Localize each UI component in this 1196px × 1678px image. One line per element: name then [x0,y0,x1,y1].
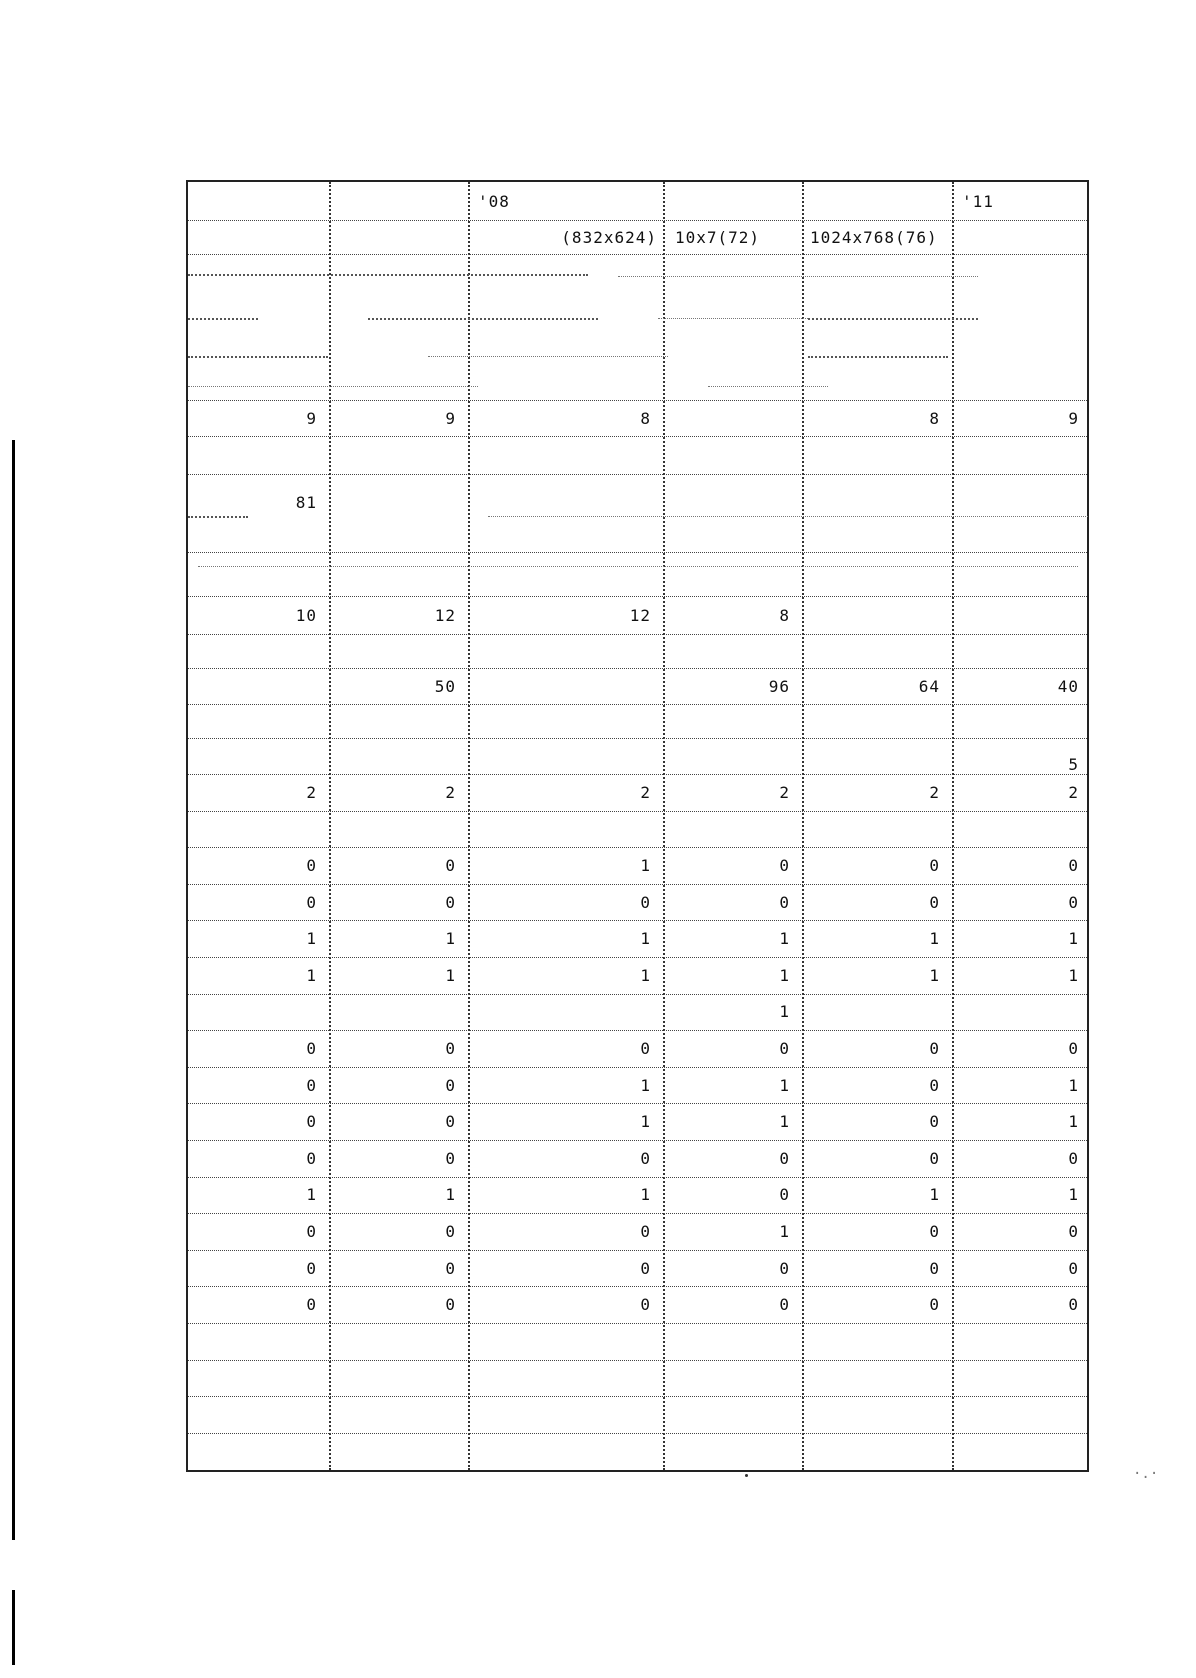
grid-cell: 0 [445,1148,456,1168]
grid-cell: 1 [1068,1112,1079,1132]
grid-cell: 0 [640,1258,651,1278]
data-row [188,474,1087,512]
resolution-cell: (832x624) [561,227,657,247]
grid-cell: 1 [445,1185,456,1205]
grid-row [188,1360,1087,1398]
grid-cell: 0 [306,1148,317,1168]
faded-row [188,552,1087,597]
grid-cell: 0 [445,855,456,875]
grid-cell: 2 [1068,782,1079,802]
value-cell: 9 [445,408,456,428]
faded-row [188,634,1087,669]
grid-cell: 0 [779,1185,790,1205]
grid-row [188,1030,1087,1068]
grid-row [188,957,1087,995]
grid-row [188,884,1087,922]
faded-text [188,274,588,276]
grid-cell [952,1323,1091,1360]
grid-row [188,1323,1087,1361]
grid-cell [802,1360,952,1397]
grid-cell: 1 [779,1221,790,1241]
grid-cell [663,1396,802,1433]
faded-text [188,356,328,358]
value-cell: 8 [779,605,790,625]
grid-cell: 0 [779,1295,790,1315]
grid-cell [802,1396,952,1433]
grid-cell: 0 [445,1038,456,1058]
grid-row [188,1213,1087,1251]
grid-cell: 0 [306,892,317,912]
year-cell: '08 [478,191,510,211]
grid-cell [329,1323,468,1360]
grid-row [188,774,1087,812]
faded-text [808,318,978,320]
faded-text [188,516,248,518]
value-cell: 9 [306,408,317,428]
grid-cell: 1 [1068,929,1079,949]
grid-cell [663,811,802,848]
grid-cell: 0 [1068,1258,1079,1278]
grid-cell: 1 [306,965,317,985]
grid-row [188,920,1087,958]
faded-text [808,356,948,358]
grid-cell [952,811,1091,848]
resolution-cell: 1024x768(76) [810,227,938,247]
scan-margin-bar [12,440,15,1540]
grid-cell: 0 [445,1295,456,1315]
grid-cell: 0 [445,1112,456,1132]
grid-cell [952,1360,1091,1397]
grid-cell: 1 [779,1075,790,1095]
grid-cell [188,811,329,848]
grid-row [188,1067,1087,1105]
grid-cell: 1 [779,1002,790,1022]
grid-cell: 0 [1068,1038,1079,1058]
value-cell: 8 [929,408,940,428]
grid-cell: 0 [929,892,940,912]
value-cell: 9 [1068,408,1079,428]
grid-cell: 1 [1068,1075,1079,1095]
spec-table [186,180,1089,1472]
header-year-row [188,182,1087,221]
value-cell: 8 [640,408,651,428]
grid-cell: 0 [779,892,790,912]
grid-cell: 1 [445,965,456,985]
grid-cell: 0 [779,1148,790,1168]
resolution-cell: 10x7(72) [675,227,761,247]
grid-cell: 1 [929,1185,940,1205]
faded-text [368,318,598,320]
grid-cell: 1 [306,929,317,949]
grid-cell: 1 [640,855,651,875]
faded-row [188,436,1087,475]
grid-row [188,1286,1087,1324]
grid-cell [802,994,952,1031]
grid-cell: 0 [929,1038,940,1058]
scan-margin-bar-lower [12,1590,15,1665]
grid-cell: 1 [640,1112,651,1132]
grid-cell [188,994,329,1031]
grid-cell: 0 [640,1221,651,1241]
grid-cell [188,1360,329,1397]
grid-cell: 0 [445,1258,456,1278]
faded-text [708,386,828,387]
grid-cell: 0 [929,1295,940,1315]
grid-cell: 0 [445,892,456,912]
grid-cell [468,1323,663,1360]
data-row [188,668,1087,705]
grid-cell: 1 [445,929,456,949]
scan-corner-mark: ·.· [1133,1466,1159,1482]
grid-cell: 0 [1068,855,1079,875]
grid-cell: 0 [929,1075,940,1095]
value-cell: 12 [629,605,651,625]
grid-cell [802,1323,952,1360]
header-resolution-row [188,220,1087,255]
faded-text [488,516,1088,517]
value-cell: 12 [434,605,456,625]
grid-cell: 1 [929,965,940,985]
faded-text [188,386,478,387]
grid-cell: 0 [1068,892,1079,912]
grid-cell [663,1360,802,1397]
year-cell: '11 [962,191,994,211]
grid-cell: 0 [929,1148,940,1168]
grid-row [188,1177,1087,1215]
grid-cell [329,811,468,848]
grid-cell: 0 [1068,1148,1079,1168]
grid-cell: 2 [929,782,940,802]
grid-cell: 0 [640,1038,651,1058]
faded-text [618,276,978,277]
grid-cell: 1 [640,929,651,949]
value-cell: 40 [1057,676,1079,696]
grid-cell: 0 [306,855,317,875]
grid-cell [802,811,952,848]
faded-row [188,512,1087,553]
grid-cell [663,1323,802,1360]
grid-cell: 1 [640,1075,651,1095]
grid-row [188,1250,1087,1288]
grid-cell: 1 [779,965,790,985]
grid-cell: 1 [1068,965,1079,985]
faded-header-block [188,254,1087,401]
grid-cell: 0 [306,1295,317,1315]
grid-cell: 1 [640,965,651,985]
grid-row [188,1140,1087,1178]
grid-cell: 1 [779,1112,790,1132]
faded-text [658,318,808,319]
grid-cell: 2 [779,782,790,802]
value-cell: 5 [1068,755,1079,774]
grid-cell: 0 [929,855,940,875]
grid-cell: 1 [640,1185,651,1205]
grid-cell [468,811,663,848]
grid-cell: 2 [640,782,651,802]
grid-cell: 0 [1068,1221,1079,1241]
grid-cell: 0 [929,1258,940,1278]
grid-cell: 0 [779,1038,790,1058]
grid-cell: 0 [779,1258,790,1278]
grid-cell: 1 [306,1185,317,1205]
grid-row [188,847,1087,885]
value-cell: 96 [768,676,790,696]
grid-cell: 0 [306,1038,317,1058]
value-cell: 10 [295,605,317,625]
grid-cell: 0 [640,1295,651,1315]
data-row [188,400,1087,437]
grid-cell [952,1396,1091,1433]
grid-cell: 0 [929,1112,940,1132]
grid-cell [468,994,663,1031]
grid-cell: 2 [306,782,317,802]
grid-cell [329,994,468,1031]
data-row [188,738,1087,775]
value-cell: 81 [295,493,317,512]
grid-cell: 1 [929,929,940,949]
grid-cell: 0 [306,1221,317,1241]
grid-cell: 0 [929,1221,940,1241]
value-cell: 50 [434,676,456,696]
grid-cell: 0 [306,1075,317,1095]
grid-row [188,1396,1087,1434]
grid-cell: 0 [640,1148,651,1168]
grid-cell: 0 [445,1221,456,1241]
faded-text [198,566,1078,567]
grid-cell: 2 [445,782,456,802]
grid-cell: 0 [779,855,790,875]
grid-cell [188,1396,329,1433]
faded-text [188,318,258,320]
grid-row [188,1103,1087,1141]
grid-cell: 0 [445,1075,456,1095]
scan-speck [745,1474,748,1477]
grid-cell: 0 [1068,1295,1079,1315]
grid-cell [468,1396,663,1433]
grid-cell [329,1396,468,1433]
grid-cell: 0 [306,1112,317,1132]
grid-row [188,811,1087,849]
faded-text [428,356,668,357]
grid-cell: 0 [306,1258,317,1278]
grid-row [188,994,1087,1032]
grid-cell [468,1360,663,1397]
grid-cell: 1 [1068,1185,1079,1205]
grid-cell [188,1323,329,1360]
grid-cell: 0 [640,892,651,912]
data-row [188,596,1087,635]
grid-cell [329,1360,468,1397]
grid-cell: 1 [779,929,790,949]
faded-row [188,704,1087,739]
value-cell: 64 [918,676,940,696]
grid-cell [952,994,1091,1031]
